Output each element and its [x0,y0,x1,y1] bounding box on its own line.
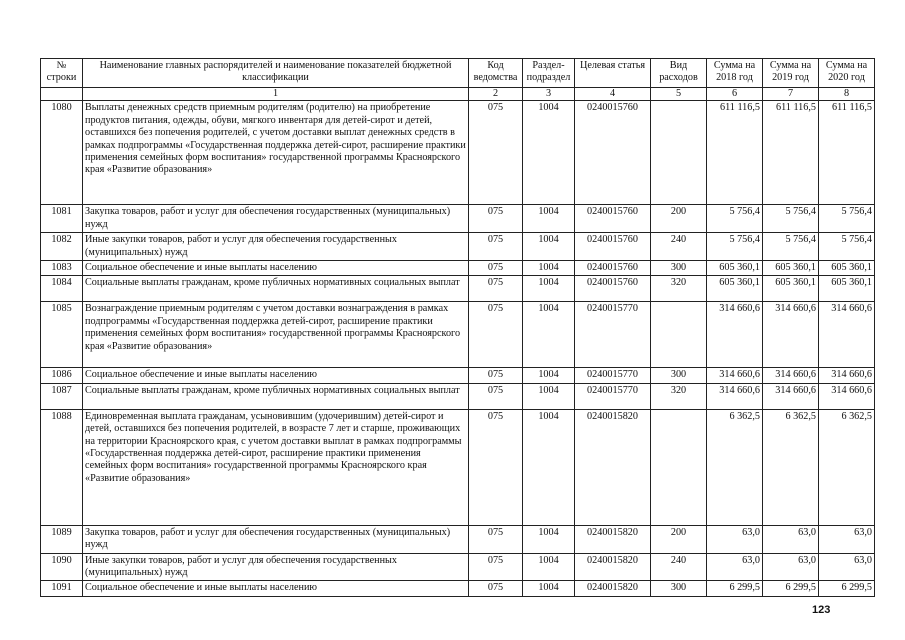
row-description: Социальное обеспечение и иные выплаты населению [83,581,469,596]
table-row [41,368,875,383]
section-code: 1004 [523,368,575,383]
target-item: 0240015820 [575,553,651,581]
table-row [41,261,875,276]
dept-code: 075 [469,276,523,302]
expense-kind: 300 [651,261,707,276]
sum-2019: 5 756,4 [763,205,819,233]
table-body [41,101,875,596]
row-number: 1081 [41,205,83,233]
expense-kind: 300 [651,581,707,596]
section-code: 1004 [523,525,575,553]
row-description: Закупка товаров, работ и услуг для обеспечения государственных (муниципальных) нужд [83,525,469,553]
expense-kind: 200 [651,205,707,233]
sum-2020: 5 756,4 [819,205,875,233]
sum-2018: 6 299,5 [707,581,763,596]
expense-kind: 320 [651,276,707,302]
section-code: 1004 [523,409,575,525]
dept-code: 075 [469,383,523,409]
column-number: 7 [763,88,819,101]
expense-kind: 240 [651,553,707,581]
row-number: 1084 [41,276,83,302]
sum-2020: 6 299,5 [819,581,875,596]
table-row [41,205,875,233]
table-row [41,409,875,525]
sum-2019: 6 299,5 [763,581,819,596]
expense-kind [651,409,707,525]
row-number: 1089 [41,525,83,553]
dept-code: 075 [469,101,523,205]
column-number: 3 [523,88,575,101]
header-target-item: Целевая статья [575,59,651,88]
target-item: 0240015760 [575,276,651,302]
expense-kind: 300 [651,368,707,383]
section-code: 1004 [523,383,575,409]
budget-table [40,58,875,597]
row-description: Социальное обеспечение и иные выплаты населению [83,261,469,276]
row-description: Социальное обеспечение и иные выплаты населению [83,368,469,383]
target-item: 0240015760 [575,205,651,233]
dept-code: 075 [469,553,523,581]
sum-2019: 314 660,6 [763,383,819,409]
table-row [41,101,875,205]
expense-kind [651,302,707,368]
row-description: Выплаты денежных средств приемным родителям (родителю) на приобретение продуктов питания, одежды, обуви, мягкого инвентаря для детей-сирот и детей, оставшихся без попечения родителей, с учетом доставки выплат денежных средств в рамках подпрограммы «Государственная поддержка детей-сирот, расширение практики применения семейных форм воспитания» государственной программы Красноярского края «Развитие образования» [83,101,469,205]
sum-2018: 314 660,6 [707,368,763,383]
sum-2020: 5 756,4 [819,233,875,261]
sum-2020: 63,0 [819,525,875,553]
target-item: 0240015760 [575,233,651,261]
table-row [41,383,875,409]
target-item: 0240015770 [575,302,651,368]
table-row [41,525,875,553]
column-number: 8 [819,88,875,101]
sum-2020: 314 660,6 [819,383,875,409]
expense-kind: 240 [651,233,707,261]
section-code: 1004 [523,233,575,261]
sum-2019: 611 116,5 [763,101,819,205]
row-description: Иные закупки товаров, работ и услуг для обеспечения государственных (муниципальных) нужд [83,553,469,581]
row-number: 1091 [41,581,83,596]
row-number: 1080 [41,101,83,205]
header-sum-2019: Сумма на 2019 год [763,59,819,88]
dept-code: 075 [469,409,523,525]
dept-code: 075 [469,205,523,233]
dept-code: 075 [469,581,523,596]
section-code: 1004 [523,553,575,581]
sum-2019: 63,0 [763,553,819,581]
header-name: Наименование главных распорядителей и наименование показателей бюджетной классификации [83,59,469,88]
expense-kind [651,101,707,205]
sum-2020: 605 360,1 [819,261,875,276]
sum-2019: 5 756,4 [763,233,819,261]
sum-2018: 5 756,4 [707,205,763,233]
dept-code: 075 [469,368,523,383]
dept-code: 075 [469,302,523,368]
target-item: 0240015770 [575,368,651,383]
sum-2019: 605 360,1 [763,276,819,302]
sum-2018: 5 756,4 [707,233,763,261]
table-row [41,276,875,302]
section-code: 1004 [523,205,575,233]
expense-kind: 320 [651,383,707,409]
row-description: Вознаграждение приемным родителям с учетом доставки вознаграждения в рамках подпрограммы «Государственная поддержка детей-сирот, расширение практики применения семейных форм воспитания» государственной программы Красноярского края «Развитие образования» [83,302,469,368]
sum-2018: 611 116,5 [707,101,763,205]
row-number: 1086 [41,368,83,383]
section-code: 1004 [523,276,575,302]
sum-2020: 314 660,6 [819,302,875,368]
row-description: Закупка товаров, работ и услуг для обеспечения государственных (муниципальных) нужд [83,205,469,233]
sum-2019: 314 660,6 [763,368,819,383]
row-description: Единовременная выплата гражданам, усыновившим (удочерившим) детей-сирот и детей, оставшихся без попечения родителей, в возрасте 7 лет и старше, проживающих на территории Красноярского края, с учетом доставки выплат в рамках подпрограммы «Государственная поддержка детей-сирот, расширение практики применения семейных форм воспитания» государственной программы Красноярского края «Развитие образования» [83,409,469,525]
table-row [41,581,875,596]
header-row-number: № строки [41,59,83,88]
column-number: 4 [575,88,651,101]
target-item: 0240015760 [575,261,651,276]
sum-2018: 605 360,1 [707,276,763,302]
expense-kind: 200 [651,525,707,553]
sum-2020: 605 360,1 [819,276,875,302]
row-number: 1083 [41,261,83,276]
section-code: 1004 [523,261,575,276]
sum-2019: 63,0 [763,525,819,553]
sum-2019: 605 360,1 [763,261,819,276]
row-number: 1090 [41,553,83,581]
column-number: 1 [83,88,469,101]
target-item: 0240015820 [575,409,651,525]
table-row [41,302,875,368]
column-number [41,88,83,101]
header-section: Раздел-подраздел [523,59,575,88]
row-number: 1082 [41,233,83,261]
row-number: 1088 [41,409,83,525]
row-number: 1085 [41,302,83,368]
row-description: Социальные выплаты гражданам, кроме публичных нормативных социальных выплат [83,383,469,409]
column-number: 2 [469,88,523,101]
sum-2018: 63,0 [707,553,763,581]
column-number: 6 [707,88,763,101]
sum-2019: 6 362,5 [763,409,819,525]
sum-2020: 6 362,5 [819,409,875,525]
sum-2018: 63,0 [707,525,763,553]
header-row [41,59,875,88]
header-expense-kind: Вид расходов [651,59,707,88]
sum-2018: 314 660,6 [707,383,763,409]
row-number: 1087 [41,383,83,409]
row-description: Социальные выплаты гражданам, кроме публичных нормативных социальных выплат [83,276,469,302]
header-dept-code: Код ведомства [469,59,523,88]
section-code: 1004 [523,581,575,596]
page-number: 123 [812,604,831,616]
dept-code: 075 [469,525,523,553]
sum-2018: 605 360,1 [707,261,763,276]
sum-2020: 611 116,5 [819,101,875,205]
table-row [41,233,875,261]
dept-code: 075 [469,261,523,276]
header-sum-2018: Сумма на 2018 год [707,59,763,88]
table-row [41,553,875,581]
target-item: 0240015760 [575,101,651,205]
sum-2019: 314 660,6 [763,302,819,368]
column-number: 5 [651,88,707,101]
target-item: 0240015820 [575,525,651,553]
sum-2018: 6 362,5 [707,409,763,525]
section-code: 1004 [523,302,575,368]
section-code: 1004 [523,101,575,205]
target-item: 0240015770 [575,383,651,409]
sum-2020: 63,0 [819,553,875,581]
sum-2018: 314 660,6 [707,302,763,368]
dept-code: 075 [469,233,523,261]
column-number-row [41,88,875,101]
target-item: 0240015820 [575,581,651,596]
header-sum-2020: Сумма на 2020 год [819,59,875,88]
row-description: Иные закупки товаров, работ и услуг для обеспечения государственных (муниципальных) нужд [83,233,469,261]
sum-2020: 314 660,6 [819,368,875,383]
